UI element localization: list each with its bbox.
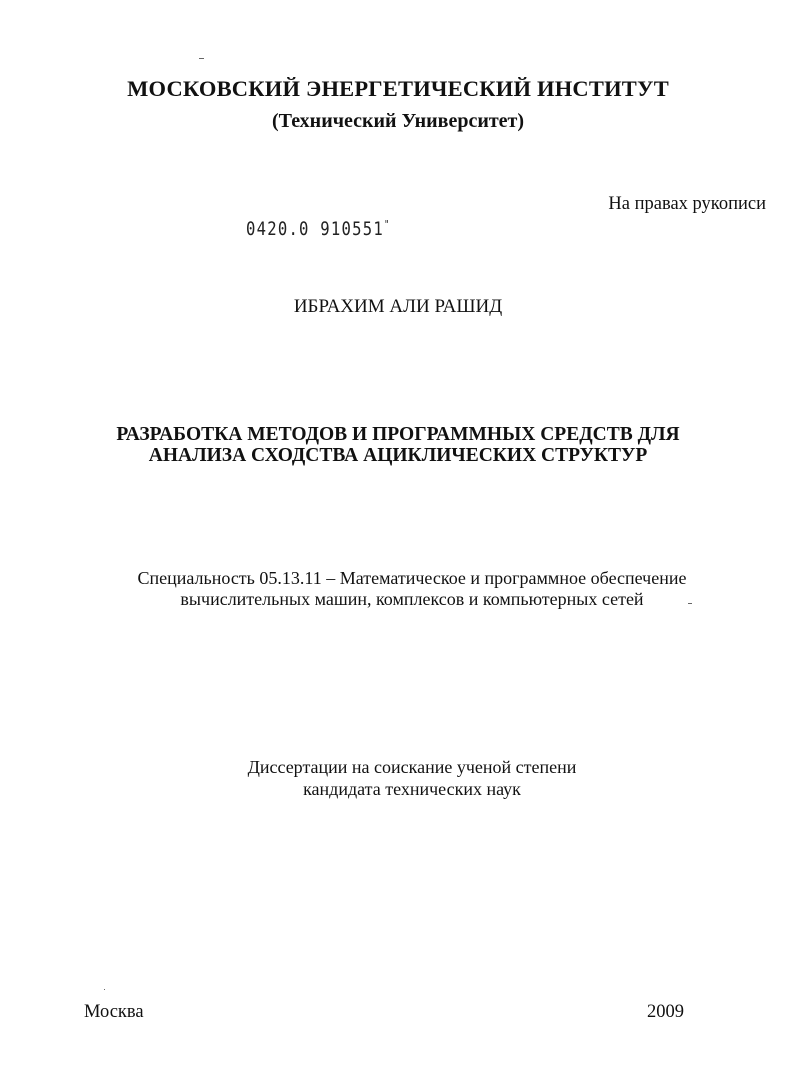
manuscript-note: На правах рукописи — [608, 194, 766, 214]
registration-number: 0420.0 910551 — [246, 218, 384, 240]
degree-statement — [0, 756, 796, 800]
scan-speck — [688, 603, 692, 604]
degree-line-2: кандидата технических наук — [303, 779, 521, 799]
specialty-line-2: вычислительных машин, комплексов и компьютерных сетей — [180, 589, 644, 609]
institute-subtitle: (Технический Университет) — [271, 110, 525, 132]
author-name: ИБРАХИМ АЛИ РАШИД — [293, 296, 503, 317]
degree-line-1: Диссертации на соискание ученой степени — [247, 757, 577, 777]
year: 2009 — [647, 1002, 684, 1022]
specialty-line-1: Специальность 05.13.11 – Математическое и программное обеспечение — [137, 568, 687, 588]
thesis-title-line-2: АНАЛИЗА СХОДСТВА АЦИКЛИЧЕСКИХ СТРУКТУР — [148, 445, 648, 466]
thesis-title — [0, 424, 796, 466]
institute-name: МОСКОВСКИЙ ЭНЕРГЕТИЧЕСКИЙ ИНСТИТУТ — [127, 76, 669, 101]
thesis-title-line-1: РАЗРАБОТКА МЕТОДОВ И ПРОГРАММНЫХ СРЕДСТВ ДЛЯ — [116, 424, 680, 445]
registration-number-stamp — [246, 218, 391, 240]
scan-speck — [199, 58, 204, 59]
city: Москва — [84, 1002, 144, 1022]
specialty — [0, 568, 796, 610]
stamp-mark: " — [383, 218, 391, 231]
scan-speck — [104, 989, 105, 990]
